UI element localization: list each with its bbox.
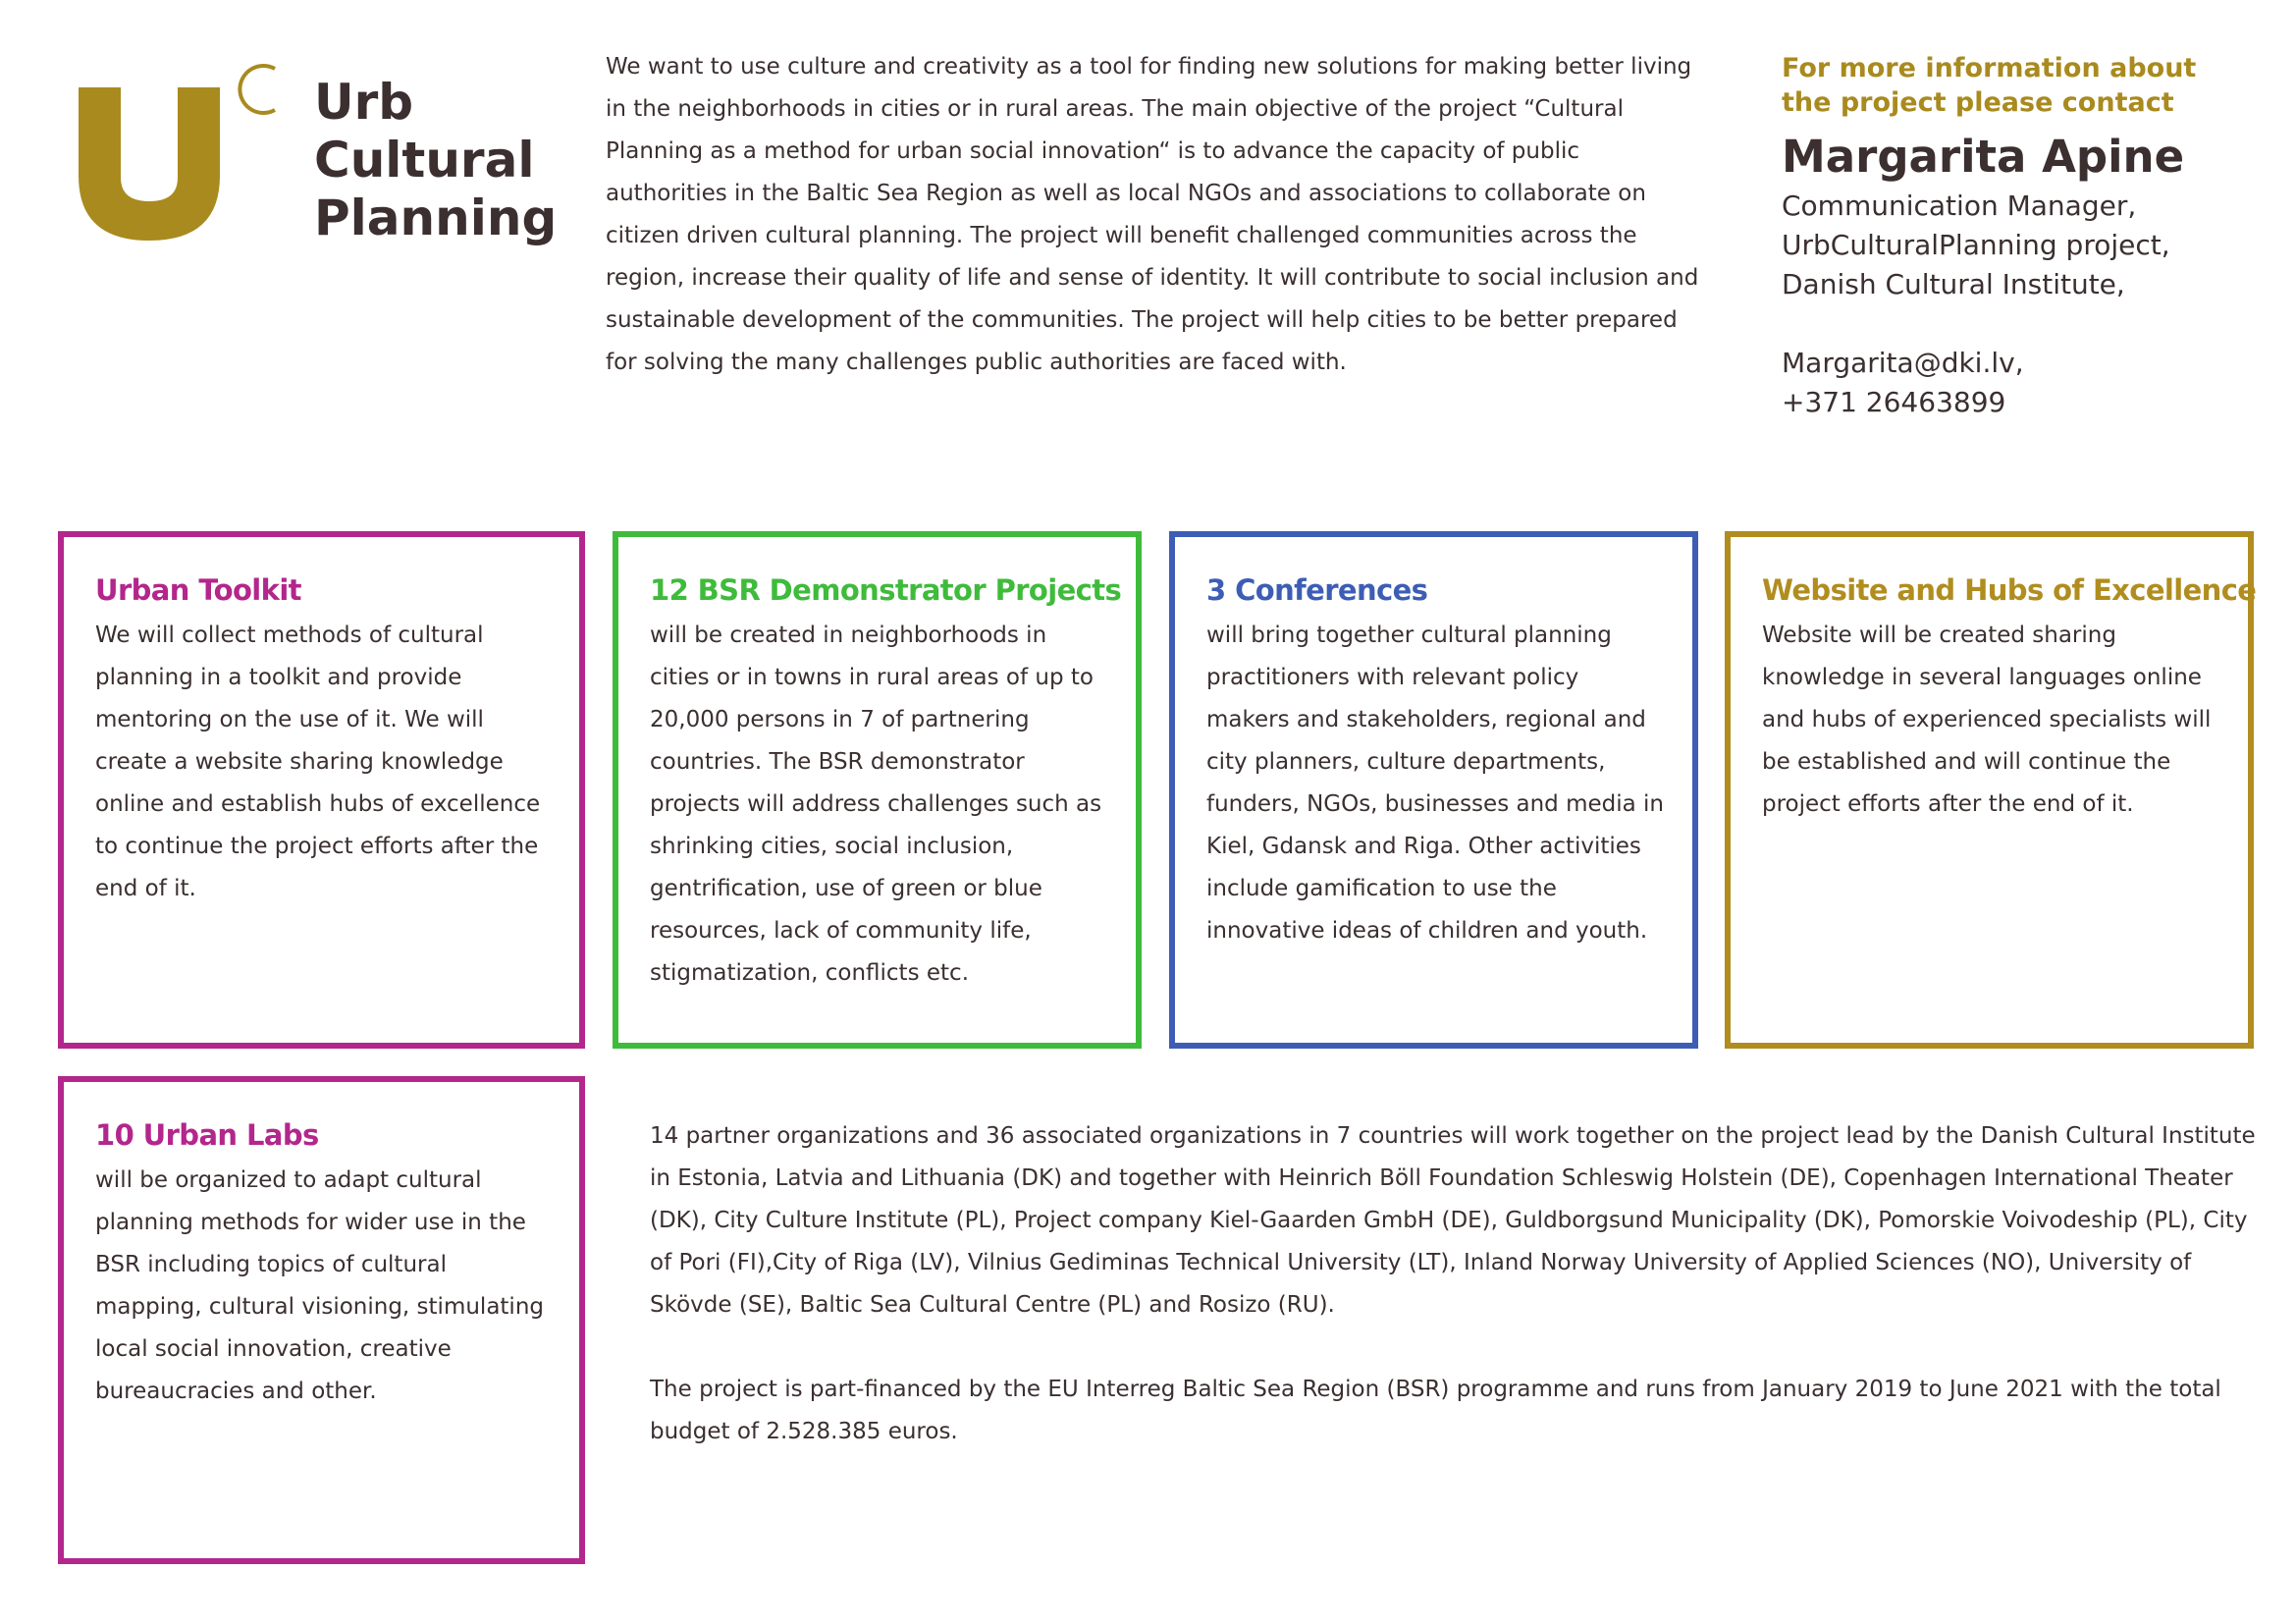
- card-urban-toolkit: [58, 531, 585, 1049]
- contact-phone[interactable]: +371 26463899: [1782, 386, 2006, 418]
- card-title: Urban Toolkit: [95, 573, 301, 607]
- card-title: Website and Hubs of Excellence: [1762, 573, 2257, 607]
- logo-u-mark: [79, 87, 220, 241]
- card-body: Website will be created sharing knowledge in several languages online and hubs of experienced specialists will be established and will continue the project efforts after the end of it.: [1762, 623, 2212, 817]
- logo-line-1: Urb: [314, 74, 414, 131]
- contact-block: [1782, 51, 2272, 422]
- logo-line-2: Cultural: [314, 132, 535, 189]
- logo: [79, 54, 569, 250]
- financing-paragraph: The project is part-financed by the EU Interreg Baltic Sea Region (BSR) programme and runs from January 2019 to June 2021 with the total budget of 2.528.385 euros.: [650, 1377, 2221, 1444]
- logo-c-mark: [226, 57, 285, 122]
- card-body: We will collect methods of cultural planning in a toolkit and provide mentoring on the use of it. We will create a website sharing knowledge online and establish hubs of excellence to continue the project efforts after the end of it.: [95, 623, 541, 901]
- card-title: 3 Conferences: [1206, 573, 1428, 607]
- intro-paragraph: We want to use culture and creativity as a tool for finding new solutions for making better living in the neighborhoods in cities or in rural areas. The main objective of the project “Cultural Planning as a method for urban social innovation“ is to advance the capacity of public authorities in the Baltic Sea Region as well as local NGOs and associations to collaborate on citizen driven cultural planning. The project will benefit challenged communities across the region, increase their quality of life and sense of identity. It will contribute to social inclusion and sustainable development of the communities. The project will help cities to be better prepared for solving the many challenges public authorities are faced with.: [606, 54, 1699, 375]
- contact-name: Margarita Apine: [1782, 131, 2185, 183]
- contact-label-2: the project please contact: [1782, 87, 2174, 118]
- contact-email[interactable]: Margarita@dki.lv,: [1782, 347, 2024, 379]
- logo-line-3: Planning: [314, 189, 558, 246]
- partners-paragraph: 14 partner organizations and 36 associated organizations in 7 countries will work together on the project lead by the Danish Cultural Institute in Estonia, Latvia and Lithuania (DK) and together with Heinrich Böll Foundation Schleswig Holstein (DE), Copenhagen International Theater (DK), City Culture Institute (PL), Project company Kiel-Gaarden GmbH (DE), Guldborgsund Municipality (DK), Pomorskie Voivodeship (PL), City of Pori (FI),City of Riga (LV), Vilnius Gediminas Technical University (LT), Inland Norway University of Applied Sciences (NO), University of Skövde (SE), Baltic Sea Cultural Centre (PL) and Rosizo (RU).: [650, 1123, 2256, 1318]
- contact-role-3: Danish Cultural Institute,: [1782, 268, 2125, 300]
- card-title: 12 BSR Demonstrator Projects: [650, 573, 1122, 607]
- logo-wordmark: [314, 74, 557, 247]
- card-urban-labs: [58, 1076, 585, 1564]
- card-conferences: [1169, 531, 1698, 1049]
- card-website-hubs: [1725, 531, 2257, 1049]
- contact-role-1: Communication Manager,: [1782, 189, 2137, 222]
- card-demonstrator-projects: [613, 531, 1142, 1049]
- bottom-text: [650, 1115, 2260, 1453]
- card-title: 10 Urban Labs: [95, 1118, 319, 1152]
- card-body: will be created in neighborhoods in cities or in towns in rural areas of up to 20,000 persons in 7 of partnering countries. The BSR demonstrator projects will address challenges such as shrinking cities, social inclusion, gentrification, use of green or blue resources, lack of community life, stigmatization, conflicts etc.: [650, 623, 1102, 986]
- contact-role-2: UrbCulturalPlanning project,: [1782, 229, 2170, 261]
- card-body: will bring together cultural planning practitioners with relevant policy makers and stakeholders, regional and city planners, culture departments, funders, NGOs, businesses and media in Kiel, Gdansk and Riga. Other activities include gamification to use the innovative ideas of children and youth.: [1206, 623, 1664, 944]
- contact-label-1: For more information about: [1782, 53, 2197, 83]
- card-body: will be organized to adapt cultural planning methods for wider use in the BSR including topics of cultural mapping, cultural visioning, stimulating local social innovation, creative bureaucracies and other.: [95, 1167, 545, 1404]
